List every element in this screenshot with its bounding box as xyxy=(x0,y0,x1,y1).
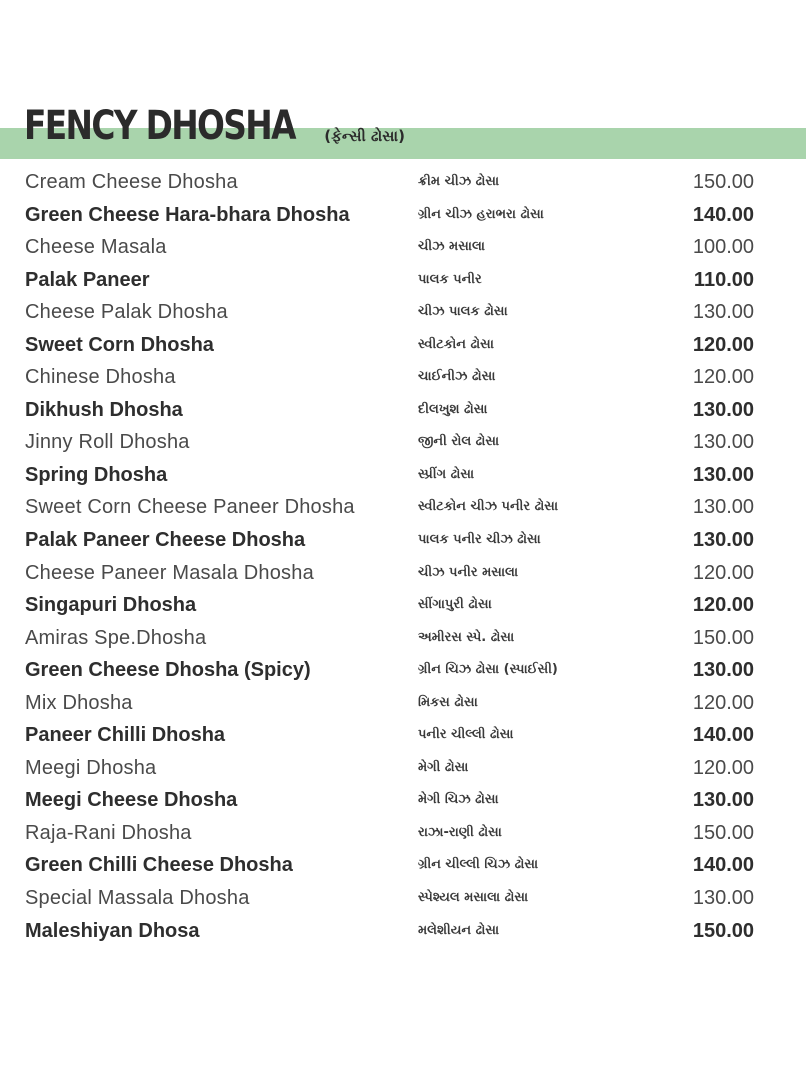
item-local-name: મેગી ચિઝ ઢોસા xyxy=(418,792,499,808)
item-price: 120.00 xyxy=(692,594,754,617)
section-title xyxy=(24,103,405,149)
item-price: 140.00 xyxy=(692,724,754,747)
item-name: Cream Cheese Dhosha xyxy=(25,171,238,193)
item-local-name: સ્વીટકોન ઢોસા xyxy=(418,336,494,352)
item-price: 130.00 xyxy=(692,301,754,324)
item-price: 120.00 xyxy=(692,691,754,714)
item-name: Palak Paneer Cheese Dhosha xyxy=(25,529,306,552)
item-local-name: ક્રીમ ચીઝ ઢોસા xyxy=(418,174,500,189)
item-local-name: મલેશીયન ઢોસા xyxy=(418,922,500,938)
item-price: 140.00 xyxy=(692,854,754,877)
item-local-name: ચીઝ મસાલા xyxy=(418,239,485,255)
item-local-name: મેગી ઢોસા xyxy=(418,759,469,775)
section-title-main: FENCY DHOSHA xyxy=(24,103,295,149)
item-local-name: સીંગાપુરી ઢોસા xyxy=(418,597,492,613)
item-local-name: મિકસ ઢોસા xyxy=(418,694,478,710)
menu-item xyxy=(0,524,810,557)
item-name: Dikhush Dhosha xyxy=(25,398,183,421)
item-name: Amiras Spe.Dhosha xyxy=(25,626,207,649)
item-local-name: સ્વીટકોન ચીઝ પનીર ઢોસા xyxy=(418,499,559,515)
item-price: 130.00 xyxy=(692,659,754,682)
item-name: Cheese Paneer Masala Dhosha xyxy=(25,561,314,584)
item-name: Special Massala Dhosha xyxy=(25,887,250,910)
menu-item xyxy=(0,491,810,524)
item-price: 150.00 xyxy=(692,626,754,649)
item-price: 120.00 xyxy=(692,561,754,584)
item-name: Green Cheese Dhosha (Spicy) xyxy=(25,659,311,682)
item-price: 130.00 xyxy=(692,431,754,454)
item-price: 150.00 xyxy=(692,919,754,942)
item-name: Mix Dhosha xyxy=(25,691,133,714)
menu-item xyxy=(0,426,810,459)
item-local-name: અમીરસ સ્પે. ઢોસા xyxy=(418,629,515,645)
item-name: Sweet Corn Dhosha xyxy=(25,333,214,356)
item-price: 120.00 xyxy=(692,756,754,779)
item-price: 100.00 xyxy=(692,236,754,259)
menu-list xyxy=(0,166,810,947)
item-name: Jinny Roll Dhosha xyxy=(25,431,190,454)
item-name: Cheese Masala xyxy=(25,236,167,259)
item-local-name: ગ્રીન ચીઝ હરાભરા ઢોસા xyxy=(418,206,544,222)
item-local-name: પાલક પનીર xyxy=(418,271,482,287)
item-local-name: દીલખુશ ઢોસા xyxy=(418,401,488,417)
item-name: Raja-Rani Dhosha xyxy=(25,821,192,844)
item-price: 150.00 xyxy=(692,171,754,193)
menu-item xyxy=(0,915,810,948)
item-price: 130.00 xyxy=(692,398,754,421)
item-local-name: ચીઝ પાલક ઢોસા xyxy=(418,304,508,320)
menu-item xyxy=(0,752,810,785)
menu-item xyxy=(0,394,810,427)
item-price: 110.00 xyxy=(693,268,754,291)
section-title-local: (ફેન્સી ઢોસા) xyxy=(324,127,405,145)
item-local-name: પનીર ચીલ્લી ઢોસા xyxy=(418,727,514,743)
item-name: Chinese Dhosha xyxy=(25,366,176,389)
menu-item xyxy=(0,166,810,199)
item-price: 130.00 xyxy=(692,529,754,552)
menu-item xyxy=(0,361,810,394)
menu-item xyxy=(0,817,810,850)
menu-item xyxy=(0,296,810,329)
item-name: Meegi Cheese Dhosha xyxy=(25,789,238,812)
item-price: 130.00 xyxy=(692,887,754,910)
item-local-name: ચીઝ પનીર મસાલા xyxy=(418,564,519,580)
menu-item xyxy=(0,719,810,752)
item-local-name: ચાઈનીઝ ઢોસા xyxy=(418,369,496,385)
item-price: 150.00 xyxy=(692,821,754,844)
menu-item xyxy=(0,199,810,232)
menu-item xyxy=(0,654,810,687)
menu-item xyxy=(0,589,810,622)
item-name: Green Cheese Hara-bhara Dhosha xyxy=(25,203,350,226)
item-name: Cheese Palak Dhosha xyxy=(25,301,228,324)
item-local-name: ગ્રીન ચીલ્લી ચિઝ ઢોસા xyxy=(418,857,539,873)
menu-item xyxy=(0,231,810,264)
item-local-name: સ્પ્રીંગ ઢોસા xyxy=(418,466,475,482)
menu-item xyxy=(0,784,810,817)
item-price: 130.00 xyxy=(692,463,754,486)
item-local-name: સ્પેશ્યલ મસાલા ઢોસા xyxy=(418,890,529,906)
menu-item xyxy=(0,557,810,590)
item-price: 120.00 xyxy=(692,366,754,389)
item-name: Meegi Dhosha xyxy=(25,756,157,779)
menu-item xyxy=(0,622,810,655)
item-local-name: પાલક પનીર ચીઝ ઢોસા xyxy=(418,532,541,548)
item-local-name: ગ્રીન ચિઝ ઢોસા (સ્પાઈસી) xyxy=(418,662,558,678)
item-name: Sweet Corn Cheese Paneer Dhosha xyxy=(25,496,355,519)
menu-item xyxy=(0,687,810,720)
item-local-name: રાઝા-રાણી ઢોસા xyxy=(418,824,502,840)
item-name: Singapuri Dhosha xyxy=(25,594,197,617)
menu-item xyxy=(0,849,810,882)
menu-item xyxy=(0,329,810,362)
menu-item xyxy=(0,882,810,915)
item-name: Spring Dhosha xyxy=(25,463,168,486)
item-price: 130.00 xyxy=(692,789,754,812)
item-name: Palak Paneer xyxy=(25,268,150,291)
item-price: 140.00 xyxy=(692,203,754,226)
item-price: 120.00 xyxy=(692,333,754,356)
item-name: Paneer Chilli Dhosha xyxy=(25,724,226,747)
item-name: Green Chilli Cheese Dhosha xyxy=(25,854,293,877)
menu-item xyxy=(0,264,810,297)
item-price: 130.00 xyxy=(692,496,754,519)
item-local-name: જીની રોલ ઢોસા xyxy=(418,434,500,450)
item-name: Maleshiyan Dhosa xyxy=(25,919,200,942)
menu-item xyxy=(0,459,810,492)
